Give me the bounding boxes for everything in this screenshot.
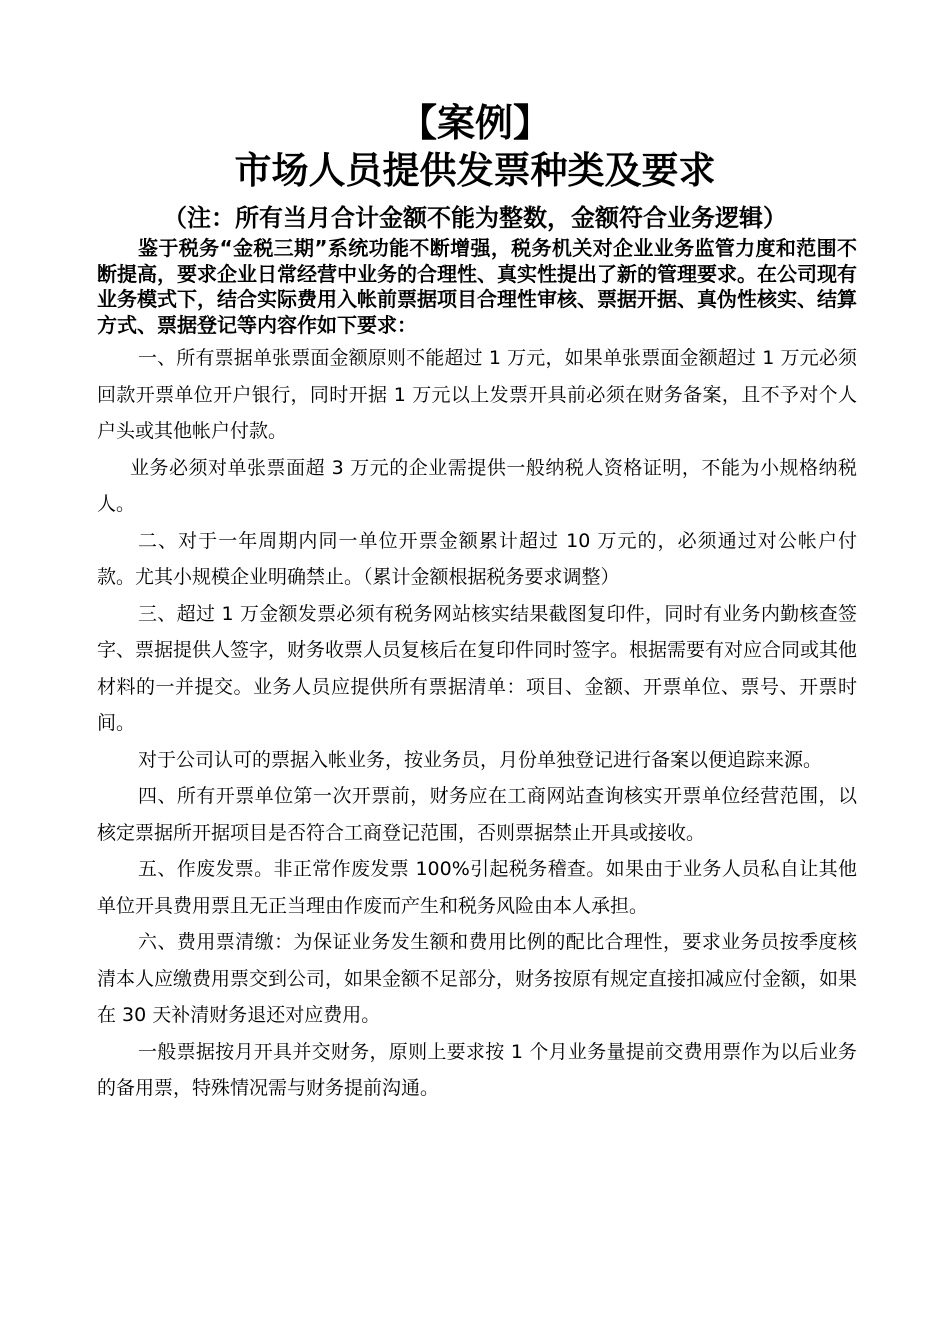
intro-paragraph: 鉴于税务“金税三期”系统功能不断增强，税务机关对企业业务监管力度和范围不断提高，要求企业日常经营中业务的合理性、真实性提出了新的管理要求。在公司现有业务模式下，结合实际费用入帐前票据项目合理性审核、票据开据、真伪性核实、结算方式、票据登记等内容作如下要求：: [97, 236, 857, 337]
paragraph: 六、费用票清缴：为保证业务发生额和费用比例的配比合理性，要求业务员按季度核清本人应缴费用票交到公司，如果金额不足部分，财务按原有规定直接扣减应付金额，如果在 30 天补清财务退还对应费用。: [97, 931, 858, 1026]
page-subtitle: （注：所有当月合计金额不能为整数，金额符合业务逻辑）: [163, 204, 787, 232]
title-tag: 【案例】: [398, 101, 551, 145]
paragraph: 一、所有票据单张票面金额原则不能超过 1 万元，如果单张票面金额超过 1 万元必须回款开票单位开户银行，同时开据 1 万元以上发票开具前必须在财务备案，且不予对个人户头或其他帐户付款。: [97, 347, 857, 442]
paragraph: 业务必须对单张票面超 3 万元的企业需提供一般纳税人资格证明，不能为小规格纳税人。: [97, 456, 857, 515]
paragraph: 四、所有开票单位第一次开票前，财务应在工商网站查询核实开票单位经营范围，以核定票据所开据项目是否符合工商登记范围，否则票据禁止开具或接收。: [97, 785, 857, 844]
page-title: 市场人员提供发票种类及要求: [234, 149, 716, 192]
paragraph: 二、对于一年周期内同一单位开票金额累计超过 10 万元的，必须通过对公帐户付款。尤其小规模企业明确禁止。（累计金额根据税务要求调整）: [97, 529, 857, 588]
paragraph: 五、作废发票。非正常作废发票 100%引起税务稽查。如果由于业务人员私自让其他单位开具费用票且无正当理由作废而产生和税务风险由本人承担。: [97, 858, 857, 917]
paragraph: 对于公司认可的票据入帐业务，按业务员，月份单独登记进行备案以便追踪来源。: [138, 748, 823, 771]
paragraph: 一般票据按月开具并交财务，原则上要求按 1 个月业务量提前交费用票作为以后业务的备用票，特殊情况需与财务提前沟通。: [97, 1040, 857, 1099]
paragraph: 三、超过 1 万金额发票必须有税务网站核实结果截图复印件，同时有业务内勤核查签字、票据提供人签字，财务收票人员复核后在复印件同时签字。根据需要有对应合同或其他材料的一并提交。业务人员应提供所有票据清单：项目、金额、开票单位、票号、开票时间。: [97, 602, 858, 734]
body-text: [97, 340, 857, 1107]
